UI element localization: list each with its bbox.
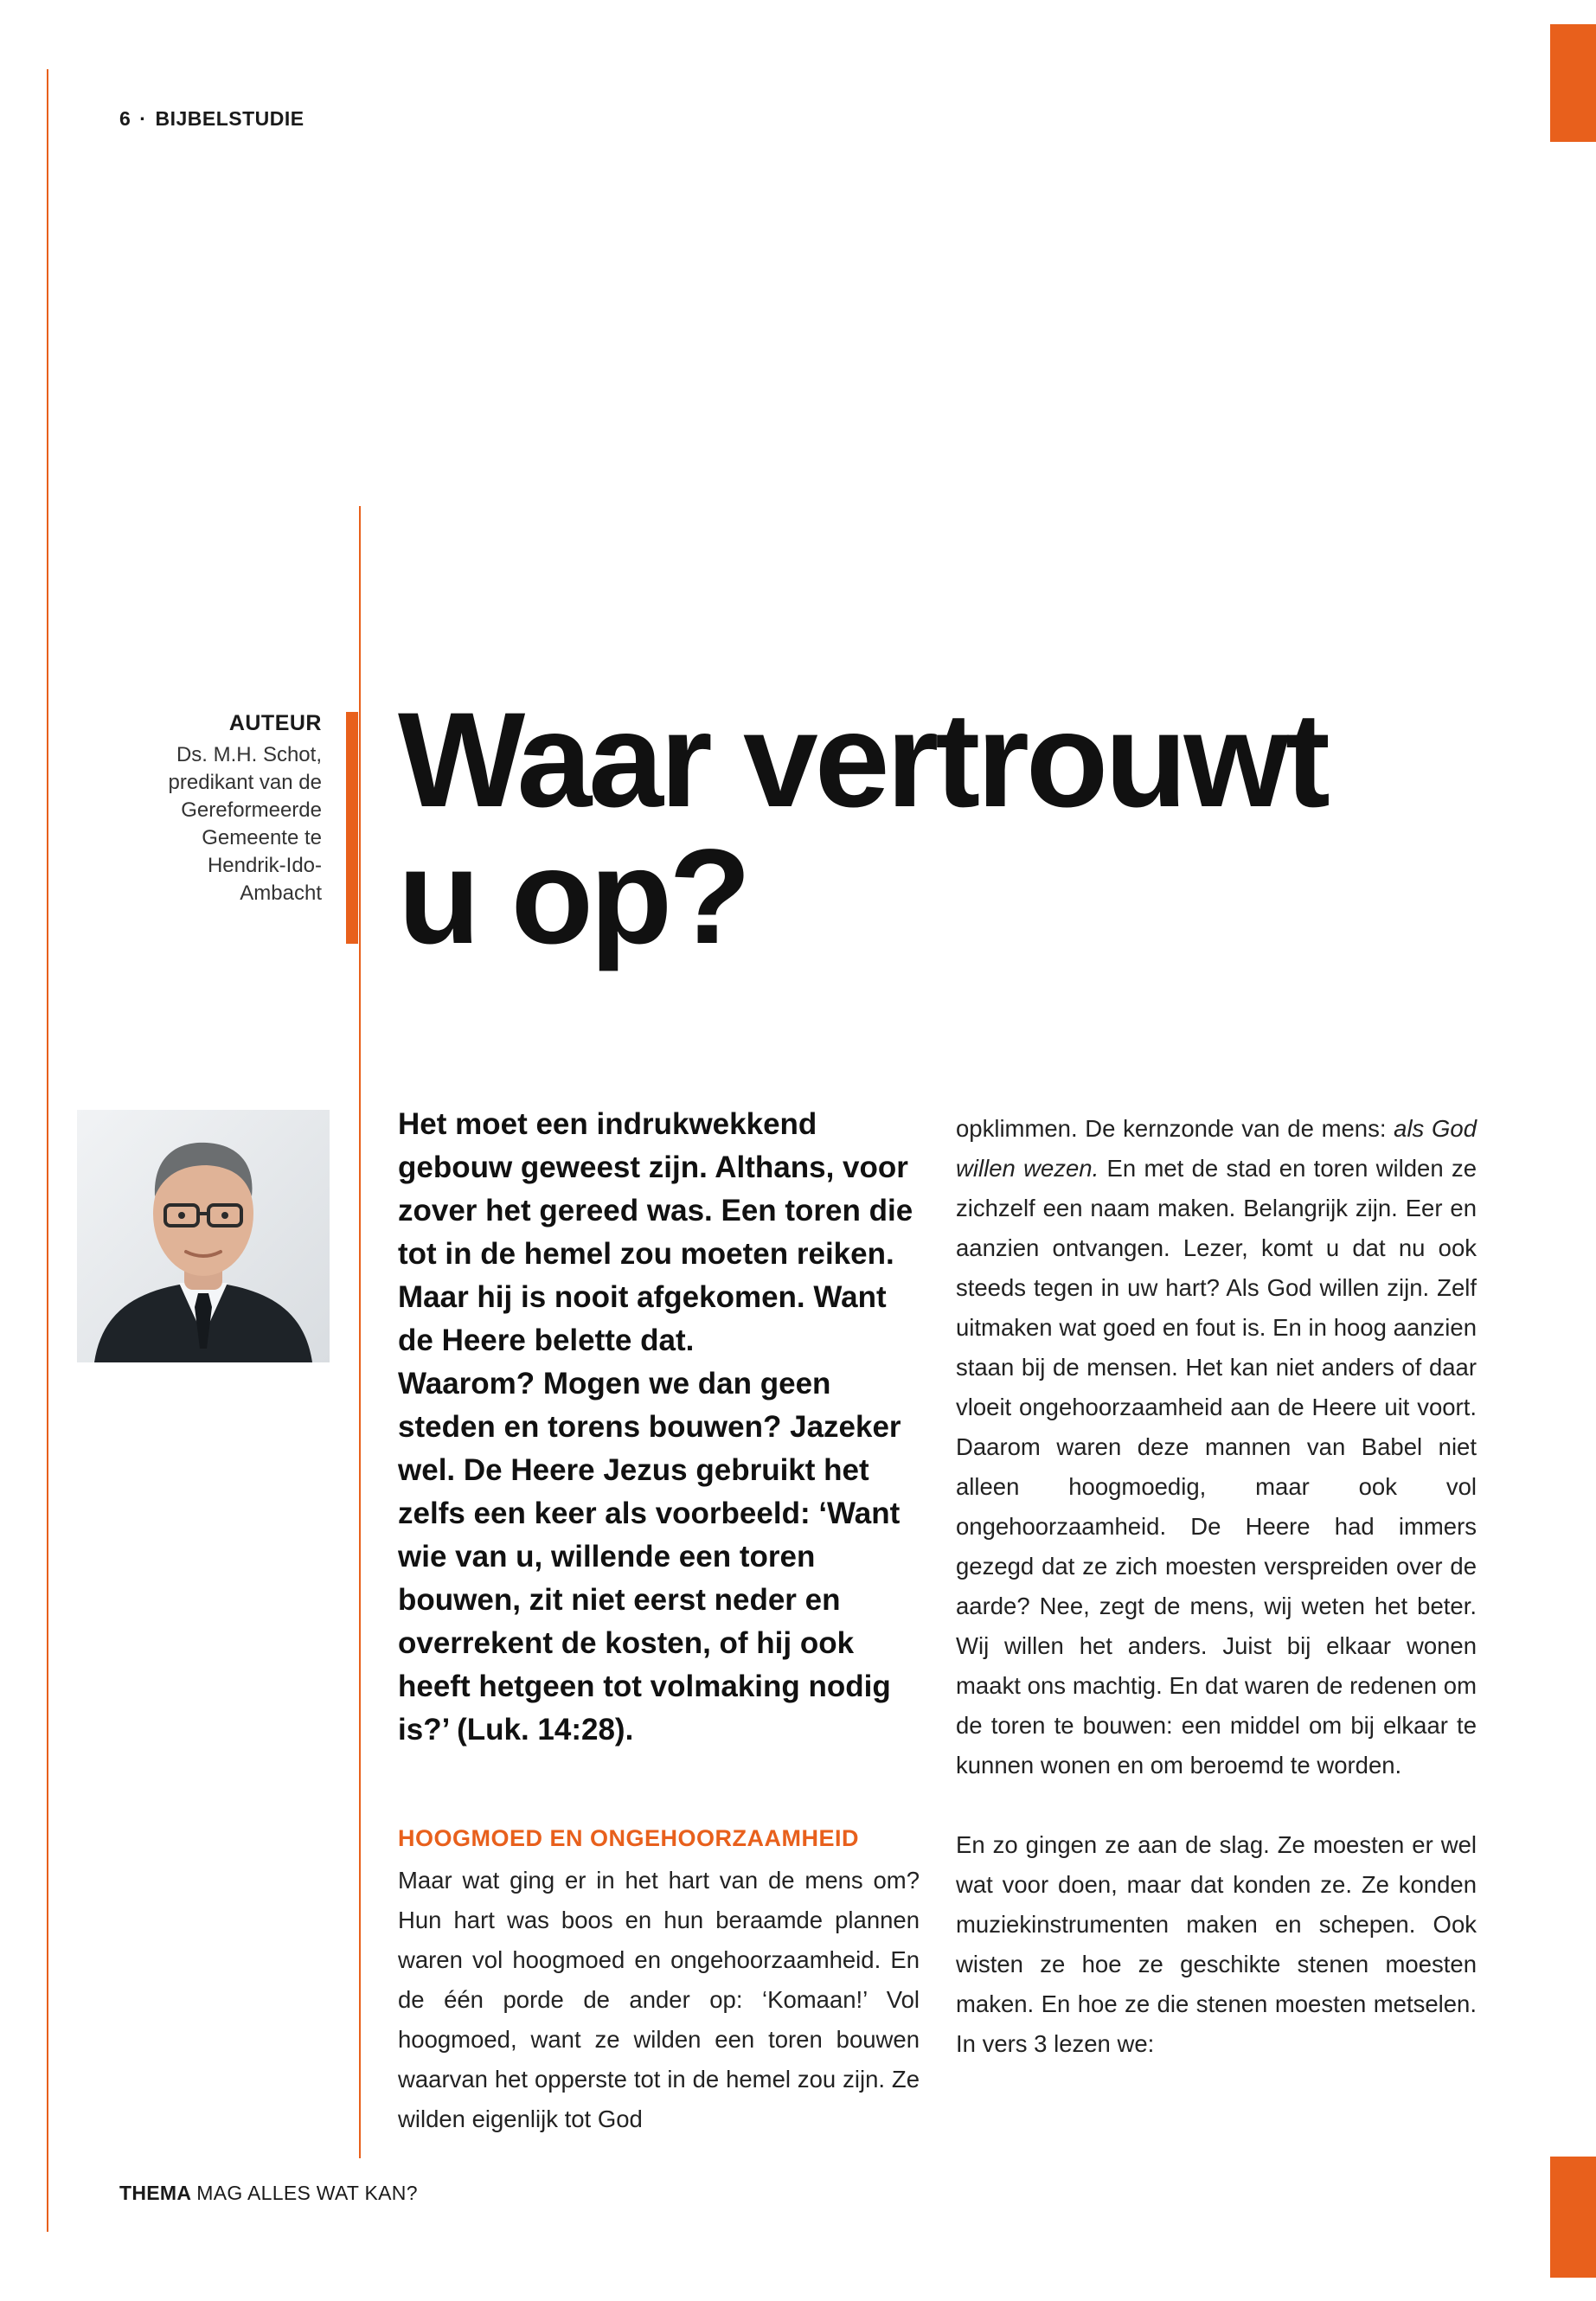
author-bio: Ds. M.H. Schot, predikant van de Gereformeerde Gemeente te Hendrik-Ido- Ambacht <box>168 743 322 905</box>
body-text: En met de stad en toren wilden ze zichzelf een naam maken. Belangrijk zijn. Eer en aanzien ontvangen. Lezer, komt u dat nu ook steeds tegen in uw hart? Als God willen zijn. Zelf uitmaken wat goed en fout is. En in hoog aanzien staan bij de mensen. Het kan niet anders of daar vloeit ongehoorzaamheid aan de Heere uit voort. Daarom waren deze mannen van Babel niet alleen hoogmoedig, maar ook vol ongehoorzaamheid. De Heere had immers gezegd dat ze zich moesten verspreiden over de aarde? Nee, zegt de mens, wij weten het beter. Wij willen het anders. Juist bij elkaar wonen maakt ons machtig. En dat waren de redenen om de toren te bouwen: een middel om bij elkaar te kunnen wonen en om beroemd te worden. <box>956 1155 1477 1779</box>
portrait-illustration <box>77 1110 330 1362</box>
lead-text <box>398 1103 921 1752</box>
orange-tab-top <box>1550 24 1596 142</box>
running-head-separator: · <box>139 107 147 130</box>
emphasis-text: als God willen wezen. <box>956 1115 1477 1182</box>
column-rule <box>359 506 361 2158</box>
section-heading: HOOGMOED EN ONGEHOORZAAMHEID <box>398 1825 860 1851</box>
lead-paragraph-2: Waarom? Mogen we dan geen steden en torens bouwen? Jazeker wel. De Heere Jezus gebruikt het zelfs een keer als voorbeeld: ‘Want wie van u, willende een toren bouwen, zit niet eerst neder en overrekent de kosten, of hij ook heeft hetgeen tot volmaking nodig is?’ (Luk. 14:28). <box>398 1367 901 1747</box>
headline-accent-bar <box>346 712 358 944</box>
margin-rule <box>47 69 48 2232</box>
body-paragraph: Maar wat ging er in het hart van de mens om? Hun hart was boos en hun beraamde plannen waren vol hoogmoed en ongehoorzaamheid. En de één porde de ander op: ‘Komaan!’ Vol hoogmoed, want ze wilden een toren bouwen waarvan het opperste tot in de hemel zou zijn. Ze wilden eigenlijk tot God <box>398 1867 920 2132</box>
author-portrait <box>77 1110 330 1362</box>
author-block <box>130 711 322 907</box>
body-paragraph <box>956 1109 1477 1785</box>
orange-tab-bottom <box>1550 2157 1596 2278</box>
article-headline: Waar vertrouwt u op? <box>398 685 1327 972</box>
body-column-2 <box>956 1109 1477 2064</box>
section-name: BIJBELSTUDIE <box>155 107 304 130</box>
issue-theme: MAG ALLES WAT KAN? <box>196 2182 418 2204</box>
body-text: opklimmen. De kernzonde van de mens: <box>956 1115 1394 1142</box>
author-label: AUTEUR <box>228 711 322 735</box>
running-head <box>119 107 304 131</box>
page-number: 6 <box>119 107 131 130</box>
lead-paragraph-1: Het moet een indrukwekkend gebouw geweest zijn. Althans, voor zover het gereed was. Een toren die tot in de hemel zou moeten reiken. Maar hij is nooit afgekomen. Want de Heere belette dat. <box>398 1107 913 1357</box>
page-footer <box>119 2182 418 2205</box>
magazine-name: THEMA <box>119 2182 192 2204</box>
body-paragraph: En zo gingen ze aan de slag. Ze moesten er wel wat voor doen, maar dat konden ze. Ze konden muziekinstrumenten maken en schepen. Ook wisten ze hoe ze geschikte stenen moesten maken. En hoe ze die stenen moesten metselen. In vers 3 lezen we: <box>956 1831 1477 2057</box>
body-column-1 <box>398 1861 920 2139</box>
